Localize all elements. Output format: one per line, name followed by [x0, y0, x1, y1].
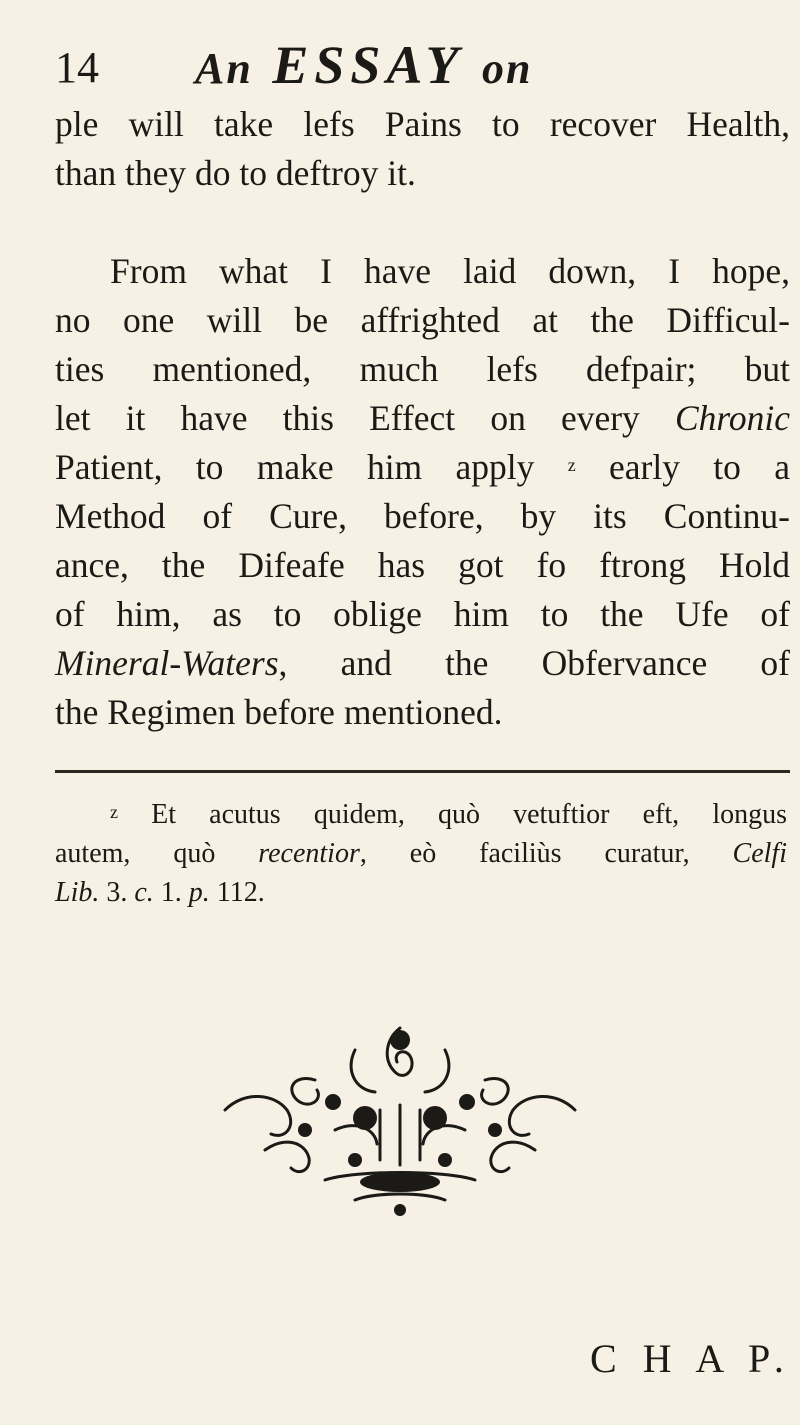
footnote-line: [55, 873, 787, 912]
text-fragment: Et acutus quidem, quò vetuftior eft, longus: [151, 799, 787, 830]
text-line: of him, as to oblige him to the Ufe of: [55, 594, 790, 634]
italic-word: Celfi: [732, 838, 787, 869]
footnote: [55, 795, 787, 912]
italic-word: Chronic: [674, 398, 790, 438]
footnote-rule: [55, 770, 790, 773]
italic-word: c.: [134, 877, 154, 908]
footnote-line: [55, 834, 787, 873]
tailpiece-ornament: [205, 1010, 595, 1220]
italic-word: p.: [188, 877, 210, 908]
catchword: C H A P.: [590, 1336, 792, 1381]
text-line: Method of Cure, before, by its Continu-: [55, 496, 790, 536]
running-head-suffix: on: [481, 44, 533, 93]
paragraph-gap: [55, 198, 790, 247]
text-line: ple will take lefs Pains to recover Health,: [55, 104, 790, 144]
running-head: [195, 34, 532, 96]
text-line: [55, 639, 790, 688]
text-line: the Regimen before mentioned.: [55, 692, 503, 732]
text-fragment: , eò faciliùs curatur,: [359, 838, 733, 869]
italic-word: Mineral-Waters: [55, 643, 279, 683]
italic-word: recentior: [258, 838, 360, 869]
text-fragment: 112.: [209, 877, 265, 908]
text-fragment: , and the Obfervance of: [278, 643, 790, 683]
footnote-marker: z: [110, 802, 118, 822]
text-line: ance, the Difeafe has got fo ftrong Hold: [55, 545, 790, 585]
text-line: From what I have laid down, I hope,: [110, 251, 790, 291]
text-fragment: 1.: [153, 877, 189, 908]
body-text: [55, 100, 790, 737]
text-fragment: autem, quò: [55, 838, 259, 869]
footnote-reference: z: [567, 455, 576, 475]
italic-word: Lib.: [55, 877, 100, 908]
text-line: [55, 443, 790, 492]
text-fragment: let it have this Effect on every: [55, 398, 675, 438]
text-line: no one will be affrighted at the Difficul-: [55, 300, 790, 340]
text-line: [55, 394, 790, 443]
text-line: ties mentioned, much lefs defpair; but: [55, 349, 790, 389]
text-fragment: Patient, to make him apply: [55, 447, 568, 487]
running-head-title: ESSAY: [272, 35, 463, 95]
text-fragment: early to a: [575, 447, 790, 487]
text-fragment: 3.: [99, 877, 135, 908]
footnote-line: [55, 795, 787, 834]
page-number: 14: [55, 43, 99, 92]
text-line: than they do to deftroy it.: [55, 153, 416, 193]
page-header: [55, 30, 740, 100]
running-head-prefix: An: [195, 44, 253, 93]
